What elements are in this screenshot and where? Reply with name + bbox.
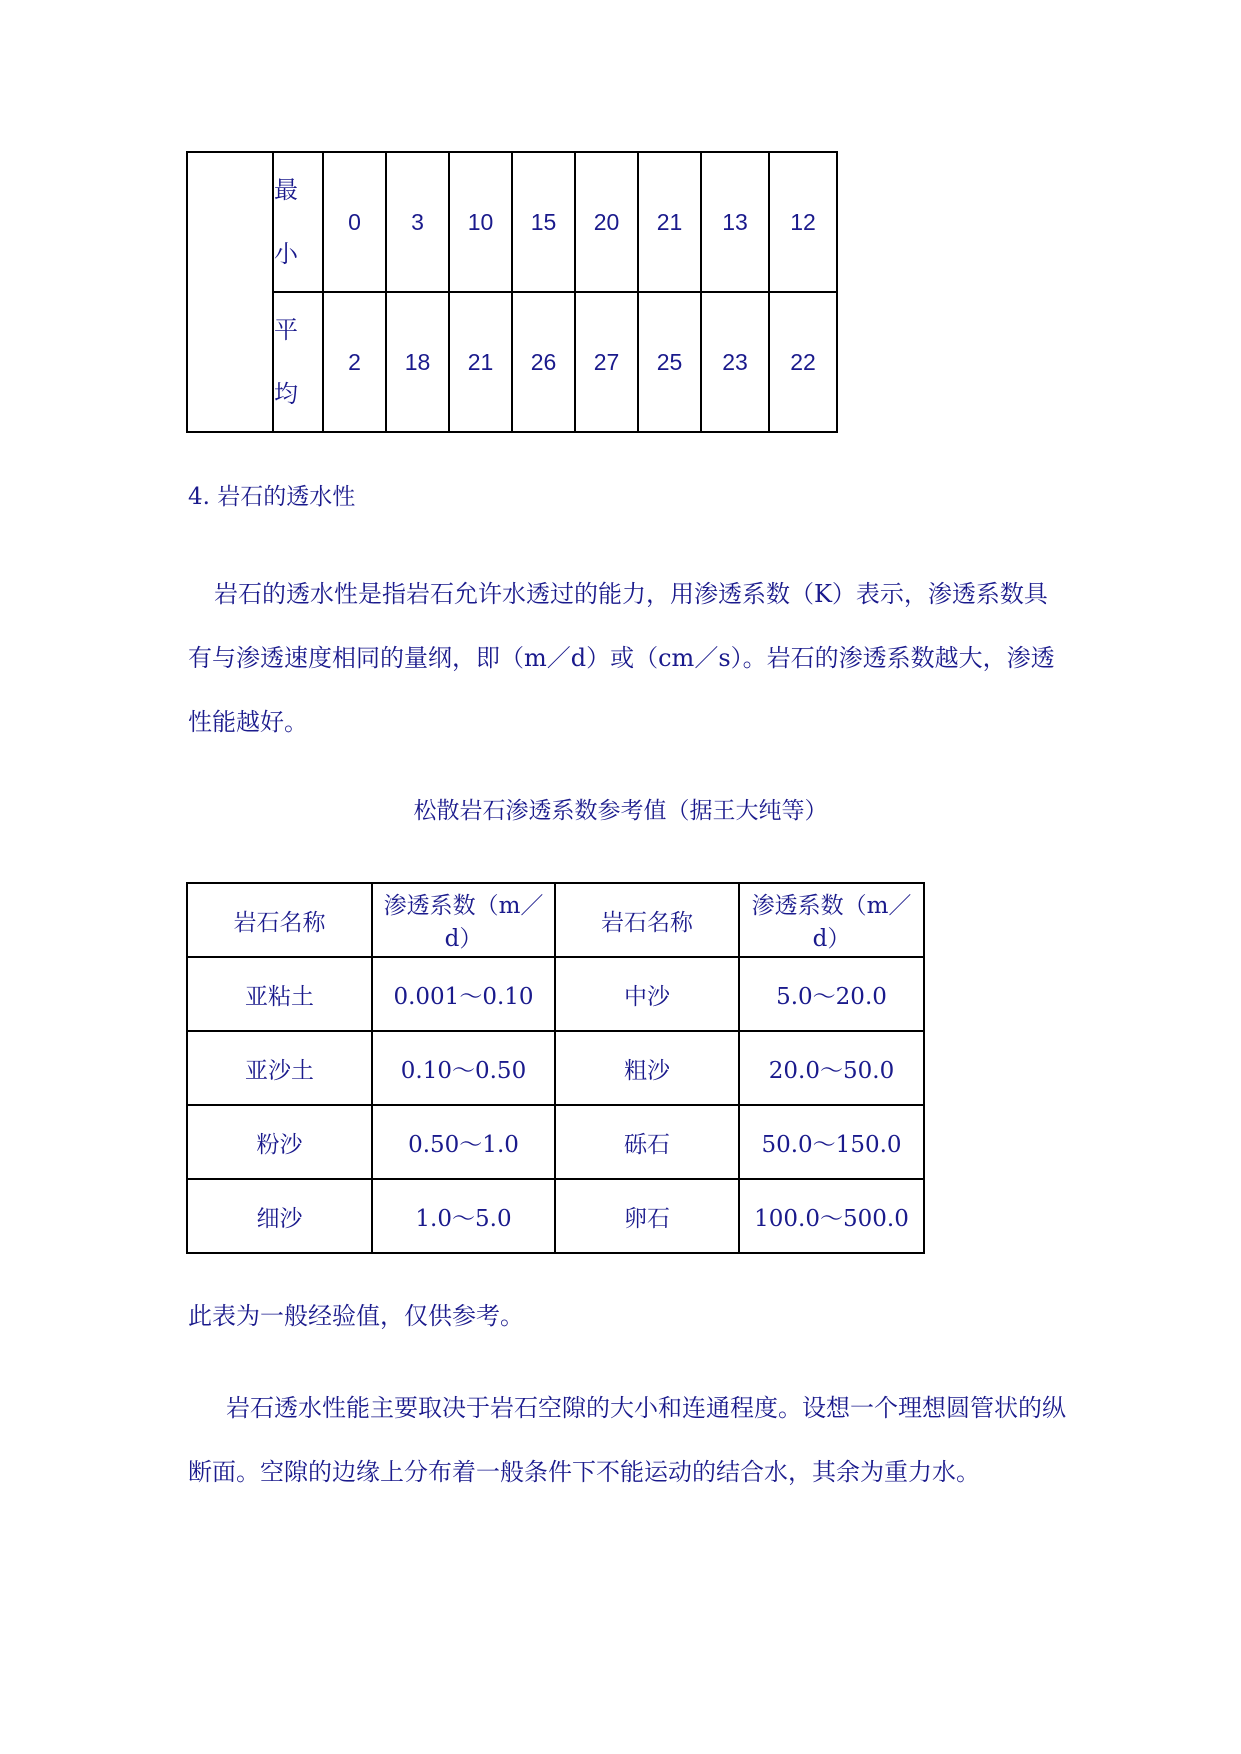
table-row [187, 152, 837, 292]
table-cell: 粗沙 [555, 1031, 739, 1105]
table-cell: 2 [323, 292, 386, 432]
table-cell: 中沙 [555, 957, 739, 1031]
table-note: 此表为一般经验值，仅供参考。 [188, 1302, 524, 1330]
blank-cell [187, 152, 273, 432]
section-paragraph: 岩石的透水性是指岩石允许水透过的能力，用渗透系数（K）表示，渗透系数具有与渗透速度相同的量纲，即（m／d）或（cm／s）。岩石的渗透系数越大，渗透性能越好。 [188, 580, 1055, 736]
table-cell: 1.0～5.0 [372, 1179, 555, 1253]
table-cell: 0.10～0.50 [372, 1031, 555, 1105]
table-cell: 100.0～500.0 [739, 1179, 924, 1253]
table-cell: 20.0～50.0 [739, 1031, 924, 1105]
table-cell: 10 [449, 152, 512, 292]
table-cell: 21 [449, 292, 512, 432]
table-cell: 22 [769, 292, 837, 432]
body-paragraph: 岩石透水性能主要取决于岩石空隙的大小和连通程度。设想一个理想圆管状的纵断面。空隙的边缘上分布着一般条件下不能运动的结合水，其余为重力水。 [188, 1394, 1066, 1486]
table-row [187, 957, 924, 1031]
column-header: 渗透系数（m／d） [739, 883, 924, 957]
table-cell: 细沙 [187, 1179, 372, 1253]
table-cell: 18 [386, 292, 449, 432]
table-cell: 0.001～0.10 [372, 957, 555, 1031]
table-row [187, 292, 837, 432]
top-table [186, 151, 838, 433]
table-cell: 25 [638, 292, 701, 432]
section-heading: 4. 岩石的透水性 [188, 484, 356, 510]
table-cell: 20 [575, 152, 638, 292]
table-cell: 13 [701, 152, 769, 292]
table-header-row [187, 883, 924, 957]
permeability-table [186, 882, 925, 1254]
table-row [187, 1031, 924, 1105]
table-cell: 23 [701, 292, 769, 432]
column-header: 岩石名称 [555, 883, 739, 957]
table-cell: 亚沙土 [187, 1031, 372, 1105]
table-caption: 松散岩石渗透系数参考值（据王大纯等） [413, 798, 828, 824]
table-cell: 26 [512, 292, 575, 432]
table-cell: 粉沙 [187, 1105, 372, 1179]
table-cell: 21 [638, 152, 701, 292]
table-cell: 5.0～20.0 [739, 957, 924, 1031]
table-cell: 0.50～1.0 [372, 1105, 555, 1179]
table-row [187, 1179, 924, 1253]
row-label-min: 最小 [273, 152, 323, 292]
table-cell: 3 [386, 152, 449, 292]
table-cell: 亚粘土 [187, 957, 372, 1031]
table-row [187, 1105, 924, 1179]
table-cell: 砾石 [555, 1105, 739, 1179]
column-header: 渗透系数（m／d） [372, 883, 555, 957]
table-cell: 12 [769, 152, 837, 292]
table-cell: 0 [323, 152, 386, 292]
table-cell: 27 [575, 292, 638, 432]
table-cell: 50.0～150.0 [739, 1105, 924, 1179]
table-cell: 15 [512, 152, 575, 292]
row-label-avg: 平均 [273, 292, 323, 432]
column-header: 岩石名称 [187, 883, 372, 957]
table-cell: 卵石 [555, 1179, 739, 1253]
